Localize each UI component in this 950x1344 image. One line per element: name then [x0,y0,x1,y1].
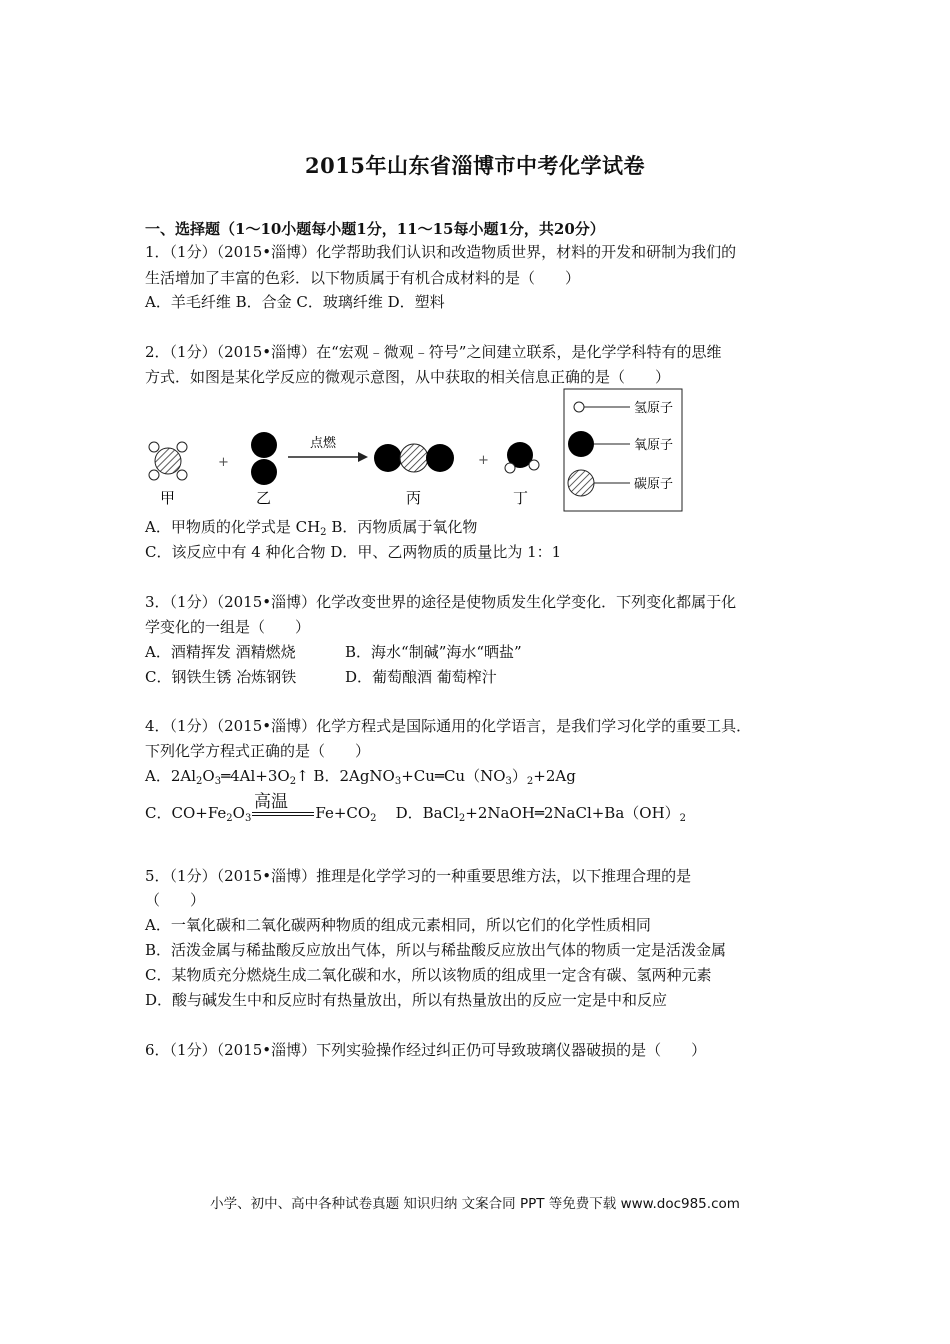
q2-line1: 2．（1分）（2015•淄博）在“宏观﹣微观﹣符号”之间建立联系，是化学学科特有的思维 [145,343,722,361]
plus-sign-1: + [218,455,229,470]
label-jia: 甲 [160,489,176,507]
footer-text: 小学、初中、高中各种试卷真题 知识归纳 文案合同 PPT 等免费下载 [210,1196,621,1212]
q2-optA-pre: A．甲物质的化学式是 CH [145,518,321,536]
legend-hydrogen: 氢原子 [634,401,674,416]
q4-line1: 4．（1分）（2015•淄博）化学方程式是国际通用的化学语言，是我们学习化学的重要工具． [145,717,752,735]
molecule-ding [505,442,539,473]
q4-line2: 下列化学方程式正确的是（ ） [145,742,371,760]
q2-line2: 方式．如图是某化学反应的微观示意图，从中获取的相关信息正确的是（ ） [145,368,671,386]
q1-options: A．羊毛纤维 B．合金 C．玻璃纤维 D．塑料 [145,293,445,311]
molecule-yi [251,432,277,485]
page-title: 2015年山东省淄博市中考化学试卷 [305,153,645,178]
q3-option-b: B．海水“制碱”海水“晒盐” [345,643,522,661]
reaction-arrow [288,435,368,462]
label-ding: 丁 [513,489,529,507]
label-yi: 乙 [256,489,272,507]
q1-line1: 1．（1分）（2015•淄博）化学帮助我们认识和改造物质世界，材料的开发和研制为我们的 [145,243,737,261]
q5-option-b: B．活泼金属与稀盐酸反应放出气体，所以与稀盐酸反应放出气体的物质一定是活泼金属 [145,941,727,959]
q3-option-c: C．钢铁生锈 冶炼钢铁 [145,668,297,686]
q5-line2: （ ） [145,891,206,909]
legend-oxygen: 氧原子 [634,438,674,453]
label-bing: 丙 [406,489,422,507]
page-footer [0,1192,950,1212]
q3-line1: 3．（1分）（2015•淄博）化学改变世界的途径是使物质发生化学变化．下列变化都属于化 [145,593,737,611]
q3-option-a: A．酒精挥发 酒精燃烧 [145,643,296,661]
q4-options-cd: C．$CO+Fe_2O_3$ $Fe+CO_2$ D．$BaCl_2+2NaOH═2NaCl+Ba(OH)_2$ [145,804,687,824]
q5-line1: 5．（1分）（2015•淄博）推理是化学学习的一种重要思维方法，以下推理合理的是 [145,867,692,885]
q1-line2: 生活增加了丰富的色彩．以下物质属于有机合成材料的是（ ） [145,269,581,287]
q2-options-ab [145,517,477,543]
q5-option-d: D．酸与碱发生中和反应时有热量放出，所以有热量放出的反应一定是中和反应 [145,991,668,1009]
molecule-bing [374,444,454,472]
q4-options-ab: A．$2Al_2O_3═4Al+3O_2↑$ B．$2AgNO_3+Cu═Cu(NO_3)_2+2Ag$ [145,767,576,787]
section-heading: 一、选择题（1～10小题每小题1分，11～15每小题1分，共20分） [145,220,605,238]
legend-carbon: 碳原子 [634,477,674,492]
q3-line2: 学变化的一组是（ ） [145,618,311,636]
molecule-jia [149,442,187,480]
q6-line1: 6．（1分）（2015•淄博）下列实验操作经过纠正仍可导致玻璃仪器破损的是（ ） [145,1041,707,1059]
plus-sign-2: + [478,453,489,468]
q4-high-temp-condition: 高温 [254,792,288,812]
q5-option-c: C．某物质充分燃烧生成二氧化碳和水，所以该物质的组成里一定含有碳、氢两种元素 [145,966,712,984]
q2-optA-post: B．丙物质属于氧化物 [326,518,478,536]
q3-option-d: D．葡萄酿酒 葡萄榨汁 [345,668,497,686]
q2-optA-sub: 2 [320,527,327,538]
q2-options-cd: C．该反应中有 4 种化合物 D．甲、乙两物质的质量比为 1：1 [145,543,562,561]
q5-option-a: A．一氧化碳和二氧化碳两种物质的组成元素相同，所以它们的化学性质相同 [145,916,651,934]
ignition-condition: 点燃 [310,436,337,451]
reaction-diagram [140,385,700,515]
footer-url[interactable]: www.doc985.com [620,1196,740,1212]
atom-legend [564,389,682,511]
